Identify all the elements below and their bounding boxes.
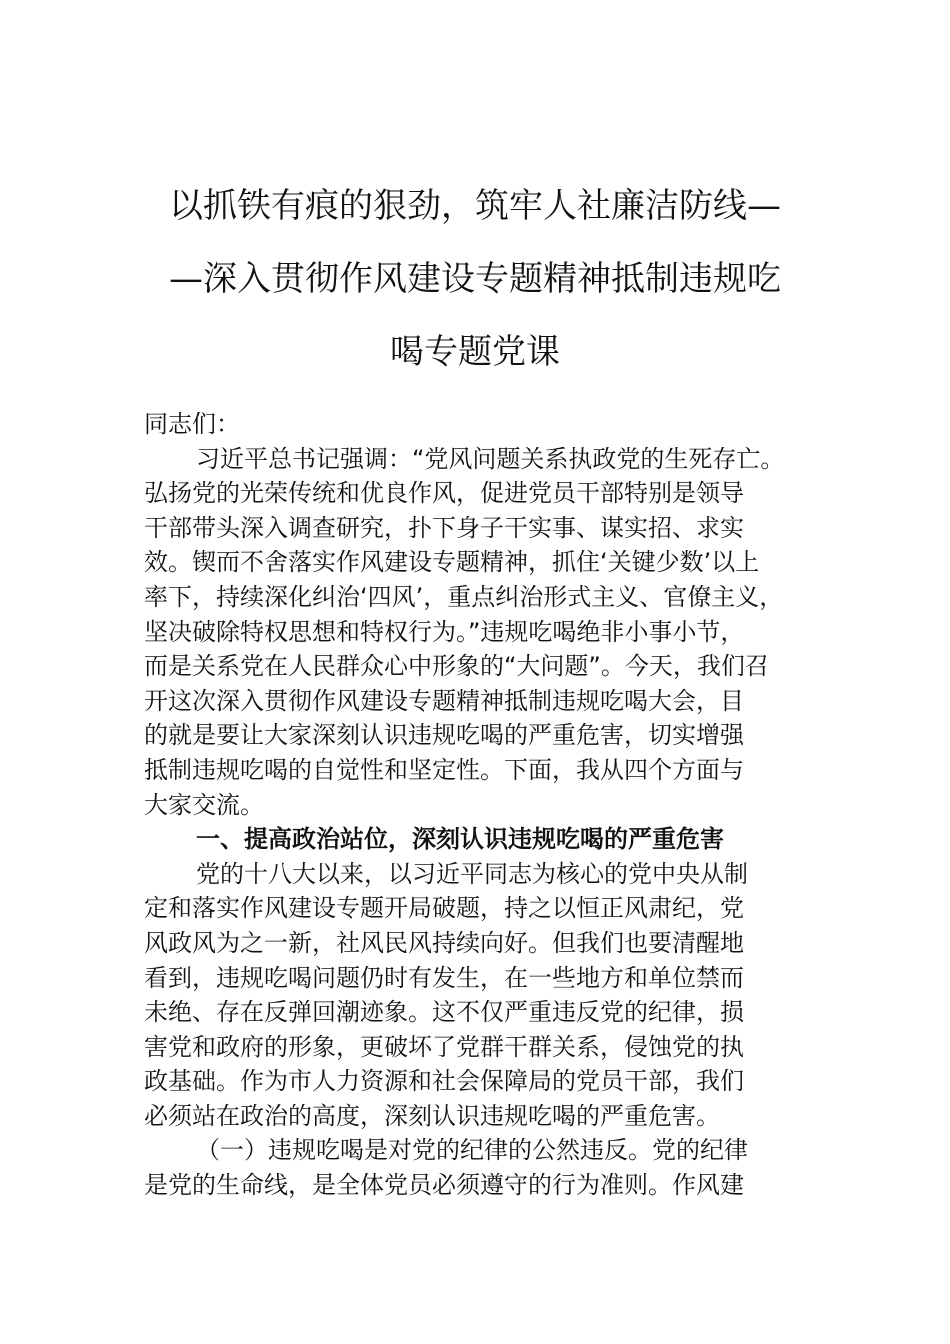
paragraph-line: 是党的生命线，是全体党员必须遵守的行为准则。作风建 [144, 1171, 744, 1200]
paragraph-line: 大家交流。 [144, 790, 264, 819]
document-title [130, 170, 820, 389]
salutation: 同志们： [144, 410, 240, 438]
paragraph-line: 害党和政府的形象，更破坏了党群干群关系，侵蚀党的执 [144, 1032, 744, 1061]
paragraph-line: 效。锲而不舍落实作风建设专题精神，抓住‘关键少数’以上 [144, 548, 760, 577]
paragraph-line: 的就是要让大家深刻认识违规吃喝的严重危害，切实增强 [144, 721, 744, 750]
paragraph-line: 弘扬党的光荣传统和优良作风，促进党员干部特别是领导 [144, 479, 744, 508]
paragraph-line: 看到，违规吃喝问题仍时有发生，在一些地方和单位禁而 [144, 963, 744, 992]
paragraph-line: 开这次深入贯彻作风建设专题精神抵制违规吃喝大会，目 [144, 686, 744, 715]
section-heading: 一、提高政治站位，深刻认识违规吃喝的严重危害 [196, 825, 724, 854]
title-line-3: 喝专题党课 [390, 332, 560, 372]
paragraph-line: 定和落实作风建设专题开局破题，持之以恒正风肃纪，党 [144, 894, 744, 923]
paragraph-line: 而是关系党在人民群众心中形象的“大问题”。今天，我们召 [144, 652, 769, 681]
title-line-1: 以抓铁有痕的狠劲，筑牢人社廉洁防线— [169, 186, 781, 226]
paragraph-line: 风政风为之一新，社风民风持续向好。但我们也要清醒地 [144, 928, 744, 957]
paragraph-line: 未绝、存在反弹回潮迹象。这不仅严重违反党的纪律，损 [144, 998, 744, 1027]
paragraph-line: 习近平总书记强调：“党风问题关系执政党的生死存亡。 [196, 444, 785, 473]
paragraph-line: 党的十八大以来，以习近平同志为核心的党中央从制 [196, 859, 748, 888]
paragraph-line: 坚决破除特权思想和特权行为。”违规吃喝绝非小事小节， [144, 617, 745, 646]
paragraph-line: （一）违规吃喝是对党的纪律的公然违反。党的纪律 [196, 1136, 748, 1165]
title-line-2: —深入贯彻作风建设专题精神抵制违规吃 [169, 259, 781, 299]
paragraph-line: 率下，持续深化纠治‘四风’，重点纠治形式主义、官僚主义， [144, 582, 784, 611]
paragraph-line: 干部带头深入调查研究，扑下身子干实事、谋实招、求实 [144, 513, 744, 542]
paragraph-line: 必须站在政治的高度，深刻认识违规吃喝的严重危害。 [144, 1101, 720, 1130]
paragraph-line: 政基础。作为市人力资源和社会保障局的党员干部，我们 [144, 1067, 744, 1096]
paragraph-line: 抵制违规吃喝的自觉性和坚定性。下面，我从四个方面与 [144, 755, 744, 784]
document-body [144, 407, 834, 1203]
